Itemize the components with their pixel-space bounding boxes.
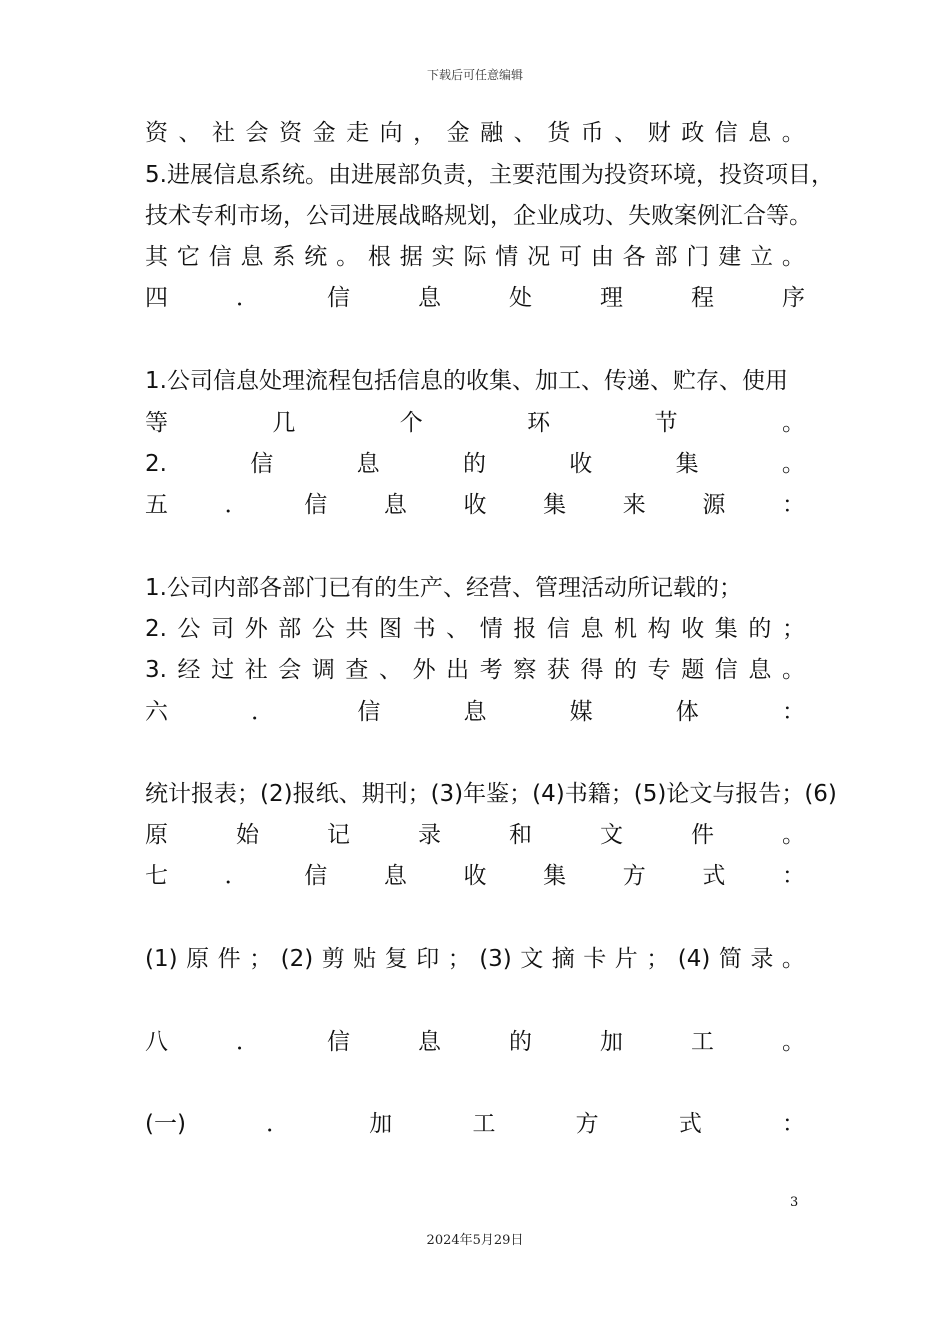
page-number: 3 (790, 1195, 799, 1210)
text-line: 统计报表；(2)报纸、期刊；(3)年鉴；(4)书籍；(5)论文与报告；(6) (145, 781, 837, 807)
text-line: 原 始 记 录 和 文 件 。 (145, 822, 805, 848)
text-line: 1.公司信息处理流程包括信息的收集、加工、传递、贮存、使用 (145, 368, 788, 394)
text-line: 六 ． 信 息 媒 体 ： (145, 699, 805, 725)
text-line: 五 ． 信 息 收 集 来 源 ： (145, 492, 805, 518)
text-line: 1.公司内部各部门已有的生产、经营、管理活动所记载的； (145, 575, 742, 601)
text-line: (1) 原 件 ； (2) 剪 贴 复 印 ； (3) 文 摘 卡 片 ； (4) 简 录 。 (145, 946, 805, 972)
text-line: 七 ． 信 息 收 集 方 式 ： (145, 863, 805, 889)
text-line: 技术专利市场，公司进展战略规划，企业成功、失败案例汇合等。 (145, 203, 812, 229)
page-header: 下载后可任意编辑 (426, 68, 523, 82)
text-line: 八 ． 信 息 的 加 工 。 (145, 1029, 805, 1055)
text-line: 四 ． 信 息 处 理 程 序 (145, 285, 805, 311)
text-line: 3. 经 过 社 会 调 查 、 外 出 考 察 获 得 的 专 题 信 息 。 (145, 657, 805, 683)
text-line: (一) ． 加 工 方 式 ： (145, 1111, 805, 1137)
text-line: 5.进展信息系统。由进展部负责，主要范围为投资环境，投资项目， (145, 162, 834, 188)
text-line: 2. 公 司 外 部 公 共 图 书 、 情 报 信 息 机 构 收 集 的 ； (145, 616, 805, 642)
page-footer-date: 2024年5月29日 (426, 1233, 524, 1248)
text-line: 资 、 社 会 资 金 走 向 ， 金 融 、 货 币 、 财 政 信 息 。 (145, 120, 805, 146)
text-line: 2. 信 息 的 收 集 。 (145, 451, 805, 477)
text-line: 其 它 信 息 系 统 。 根 据 实 际 情 况 可 由 各 部 门 建 立 。 (145, 244, 805, 270)
text-line: 等 几 个 环 节 。 (145, 410, 805, 436)
